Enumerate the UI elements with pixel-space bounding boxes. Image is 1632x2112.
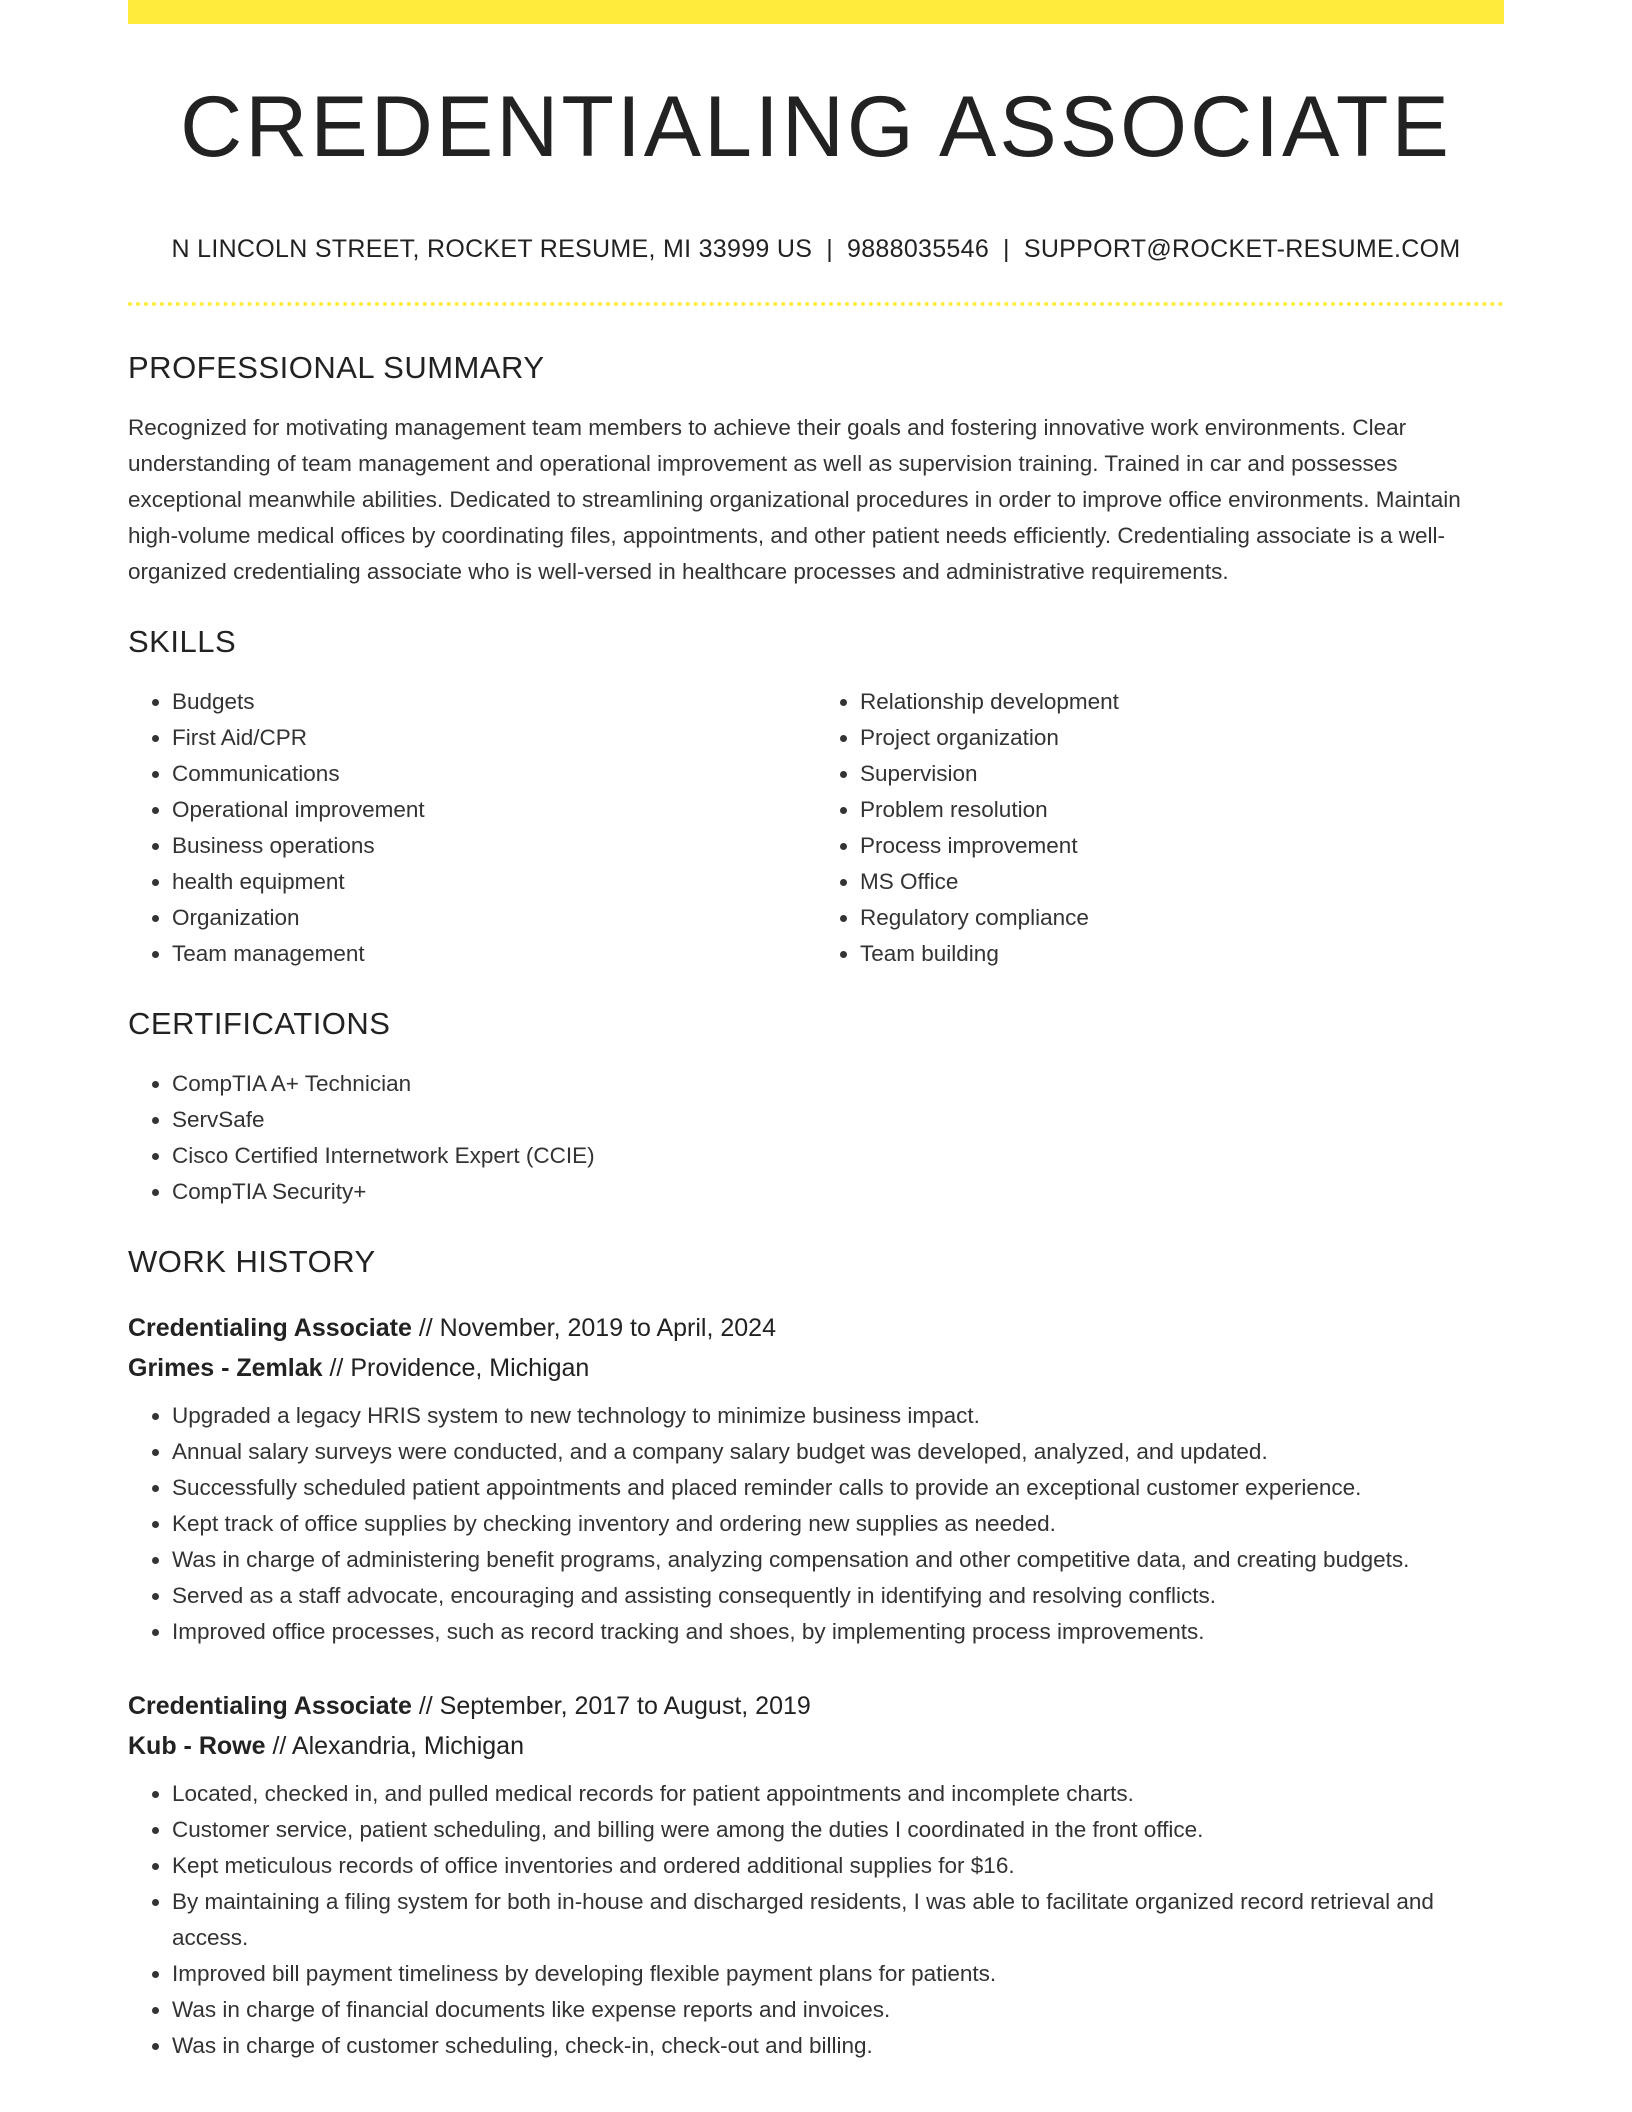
list-item: • Customer service, patient scheduling, and billing were among the duties I coordinated in the front office. (172, 1812, 1504, 1848)
resume-page (128, 0, 1504, 2064)
list-item: • Upgraded a legacy HRIS system to new technology to minimize business impact. (172, 1398, 1504, 1434)
list-item: • Operational improvement (172, 792, 816, 828)
page-title: CREDENTIALING ASSOCIATE (180, 79, 1452, 175)
job-location: // Providence, Michigan (322, 1353, 590, 1382)
list-item: • Was in charge of customer scheduling, check-in, check-out and billing. (172, 2028, 1504, 2064)
list-item: • Was in charge of financial documents like expense reports and invoices. (172, 1992, 1504, 2028)
list-item: • Team management (172, 936, 816, 972)
list-item: • First Aid/CPR (172, 720, 816, 756)
list-item: • Annual salary surveys were conducted, and a company salary budget was developed, analyzed, and updated. (172, 1434, 1504, 1470)
list-item: • Organization (172, 900, 816, 936)
list-item: • Project organization (860, 720, 1504, 756)
certifications-list (128, 1066, 1504, 1210)
job-heading (128, 1308, 1504, 1348)
section-title-skills: SKILLS (128, 623, 237, 659)
job-dates: // November, 2019 to April, 2024 (411, 1313, 776, 1342)
job-entry (128, 1308, 1504, 1650)
list-item: • Problem resolution (860, 792, 1504, 828)
list-item: • Communications (172, 756, 816, 792)
contact-separator: | (826, 234, 833, 263)
list-item: • Kept track of office supplies by checking inventory and ordering new supplies as needed. (172, 1506, 1504, 1542)
contact-email[interactable]: SUPPORT@ROCKET-RESUME.COM (1023, 234, 1461, 263)
list-item: • Improved bill payment timeliness by developing flexible payment plans for patients. (172, 1956, 1504, 1992)
section-title-certifications: CERTIFICATIONS (128, 1005, 391, 1041)
list-item: • Improved office processes, such as record tracking and shoes, by implementing process improvements. (172, 1614, 1504, 1650)
job-company-line (128, 1726, 1504, 1766)
skills-column-left (128, 684, 816, 972)
job-heading (128, 1686, 1504, 1726)
summary-text: Recognized for motivating management team members to achieve their goals and fostering innovative work environments. Clear understanding of team management and operational improvement as well as supervision training. Trained in car and possesses exceptional meanwhile abilities. Dedicated to streamlining organizational procedures in order to improve office environments. Maintain high-volume medical offices by coordinating files, appointments, and other patient needs efficiently. Credentialing associate is a well-organized credentialing associate who is well-versed in healthcare processes and administrative requirements. (128, 414, 1461, 584)
list-item: • Regulatory compliance (860, 900, 1504, 936)
job-company: Kub - Rowe (128, 1731, 266, 1760)
list-item: • Relationship development (860, 684, 1504, 720)
list-item: • Budgets (172, 684, 816, 720)
list-item: • Process improvement (860, 828, 1504, 864)
job-company: Grimes - Zemlak (128, 1353, 323, 1382)
job-company-line (128, 1348, 1504, 1388)
accent-top-bar (128, 0, 1504, 24)
list-item: • CompTIA Security+ (172, 1174, 1504, 1210)
list-item: • Served as a staff advocate, encouraging and assisting consequently in identifying and resolving conflicts. (172, 1578, 1504, 1614)
list-item: • Located, checked in, and pulled medical records for patient appointments and incomplete charts. (172, 1776, 1504, 1812)
contact-phone[interactable]: 9888035546 (847, 234, 990, 263)
list-item: • Supervision (860, 756, 1504, 792)
job-location: // Alexandria, Michigan (265, 1731, 524, 1760)
dotted-divider (128, 302, 1504, 306)
skills-column-right (816, 684, 1504, 972)
list-item: • By maintaining a filing system for both in-house and discharged residents, I was able to facilitate organized record retrieval and access. (172, 1884, 1504, 1956)
list-item: • Was in charge of administering benefit programs, analyzing compensation and other competitive data, and creating budgets. (172, 1542, 1504, 1578)
job-entry (128, 1686, 1504, 2064)
skills-list (128, 684, 1504, 972)
list-item: • Team building (860, 936, 1504, 972)
list-item: • MS Office (860, 864, 1504, 900)
job-bullets (128, 1398, 1504, 1650)
list-item: • Cisco Certified Internetwork Expert (CCIE) (172, 1138, 1504, 1174)
job-role: Credentialing Associate (128, 1691, 412, 1720)
list-item: • health equipment (172, 864, 816, 900)
job-dates: // September, 2017 to August, 2019 (411, 1691, 811, 1720)
contact-address: N LINCOLN STREET, ROCKET RESUME, MI 33999 US (171, 234, 813, 263)
list-item: • Business operations (172, 828, 816, 864)
contact-separator: | (1003, 234, 1010, 263)
list-item: • CompTIA A+ Technician (172, 1066, 1504, 1102)
contact-line (128, 235, 1504, 264)
section-title-summary: PROFESSIONAL SUMMARY (128, 349, 545, 385)
section-title-work-history: WORK HISTORY (128, 1243, 376, 1279)
job-bullets (128, 1776, 1504, 2064)
job-role: Credentialing Associate (128, 1313, 412, 1342)
list-item: • Successfully scheduled patient appointments and placed reminder calls to provide an exceptional customer experience. (172, 1470, 1504, 1506)
list-item: • Kept meticulous records of office inventories and ordered additional supplies for $16. (172, 1848, 1504, 1884)
list-item: • ServSafe (172, 1102, 1504, 1138)
